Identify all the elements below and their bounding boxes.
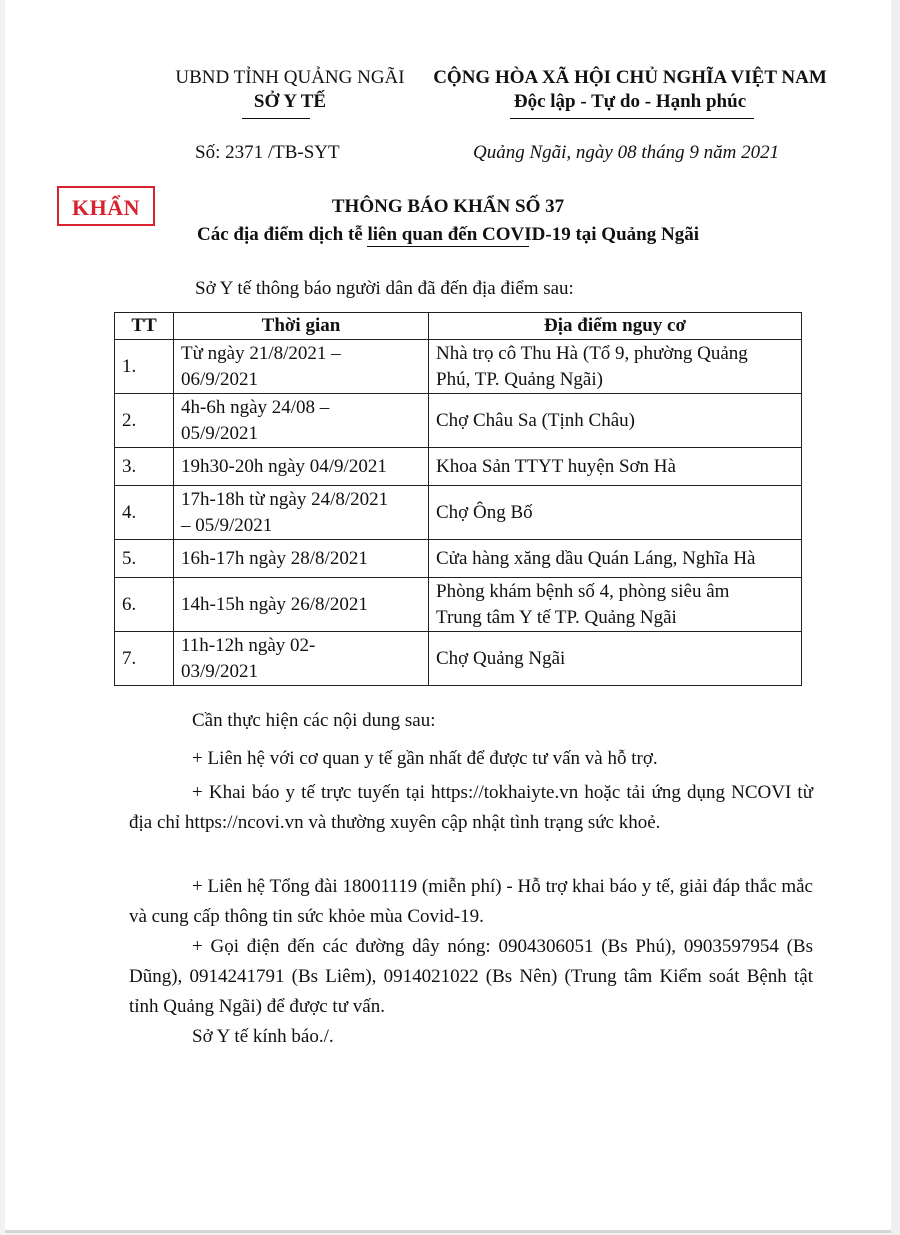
row-index: 1. <box>115 340 174 394</box>
row-place: Chợ Quảng Ngãi <box>429 632 802 686</box>
action-item <box>129 778 813 838</box>
nation-motto: Độc lập - Tự do - Hạnh phúc <box>513 91 747 112</box>
action-item-text: + Khai báo y tế trực tuyến tại https://tokhaiyte.vn hoặc tải ứng dụng NCOVI từ địa chỉ https://ncovi.vn và thường xuyên cập nhật tình trạng sức khoẻ. <box>129 782 813 833</box>
row-index: 5. <box>115 540 174 578</box>
action-item <box>129 744 813 774</box>
time-line: 17h-18h từ ngày 24/8/2021 <box>181 488 389 510</box>
closing-line <box>129 1022 813 1052</box>
action-item-text: + Liên hệ với cơ quan y tế gần nhất để được tư vấn và hỗ trợ. <box>192 748 658 769</box>
place-line: Nhà trọ cô Thu Hà (Tổ 9, phường Quảng <box>436 342 748 364</box>
row-index: 7. <box>115 632 174 686</box>
header-tt: TT <box>115 313 174 340</box>
action-item <box>129 932 813 1022</box>
row-place <box>429 340 802 394</box>
risk-locations-table <box>114 312 802 686</box>
agency-header <box>150 66 430 114</box>
row-time <box>174 394 429 448</box>
table-row <box>115 540 802 578</box>
row-place: Chợ Châu Sa (Tịnh Châu) <box>429 394 802 448</box>
actions-intro-text: Cần thực hiện các nội dung sau: <box>192 710 436 731</box>
row-place: Khoa Sản TTYT huyện Sơn Hà <box>429 448 802 486</box>
action-item-text: + Gọi điện đến các đường dây nóng: 0904306051 (Bs Phú), 0903597954 (Bs Dũng), 0914241791 (Bs Liêm), 0914021022 (Bs Nên) (Trung tâm Kiểm soát Bệnh tật tỉnh Quảng Ngãi) để được tư vấn. <box>129 936 813 1017</box>
table-header-row <box>115 313 802 340</box>
time-line: 03/9/2021 <box>181 660 259 682</box>
notice-subtitle: Các địa điểm dịch tễ liên quan đến COVID-19 tại Quảng Ngãi <box>197 224 699 245</box>
scrollbar-track[interactable] <box>891 0 900 1235</box>
time-line: 05/9/2021 <box>181 422 259 444</box>
row-index: 4. <box>115 486 174 540</box>
header-place: Địa điểm nguy cơ <box>429 313 802 340</box>
motto-underline <box>510 118 754 119</box>
row-index: 3. <box>115 448 174 486</box>
place-line: Trung tâm Y tế TP. Quảng Ngãi <box>436 606 677 628</box>
document-number: Số: 2371 /TB-SYT <box>195 142 340 163</box>
row-place: Cửa hàng xăng dầu Quán Láng, Nghĩa Hà <box>429 540 802 578</box>
table-row <box>115 486 802 540</box>
row-time: 14h-15h ngày 26/8/2021 <box>174 578 429 632</box>
intro-text: Sở Y tế thông báo người dân đã đến địa điểm sau: <box>195 278 574 299</box>
table-row <box>115 340 802 394</box>
nation-name: CỘNG HÒA XÃ HỘI CHỦ NGHĨA VIỆT NAM <box>433 67 827 88</box>
urgent-stamp: KHẨN <box>57 186 155 226</box>
time-line: – 05/9/2021 <box>181 514 273 536</box>
time-line: 06/9/2021 <box>181 368 259 390</box>
row-index: 6. <box>115 578 174 632</box>
document-page <box>5 0 891 1233</box>
agency-name: SỞ Y TẾ <box>253 91 327 112</box>
header-time: Thời gian <box>174 313 429 340</box>
subtitle-underline <box>367 246 529 247</box>
agency-parent: UBND TỈNH QUẢNG NGÃI <box>175 67 405 88</box>
actions-intro <box>129 706 813 736</box>
row-place <box>429 578 802 632</box>
time-line: 4h-6h ngày 24/08 – <box>181 396 330 418</box>
table-row <box>115 578 802 632</box>
place-line: Phú, TP. Quảng Ngãi) <box>436 368 603 390</box>
place-date: Quảng Ngãi, ngày 08 tháng 9 năm 2021 <box>473 142 780 163</box>
row-time: 16h-17h ngày 28/8/2021 <box>174 540 429 578</box>
table-row <box>115 448 802 486</box>
closing-text: Sở Y tế kính báo./. <box>192 1026 334 1047</box>
notice-title: THÔNG BÁO KHẨN SỐ 37 <box>331 196 565 217</box>
row-index: 2. <box>115 394 174 448</box>
table-row <box>115 632 802 686</box>
time-line: 11h-12h ngày 02- <box>181 634 316 656</box>
table-row <box>115 394 802 448</box>
agency-underline <box>242 118 310 119</box>
nation-header <box>420 66 840 114</box>
row-place: Chợ Ông Bố <box>429 486 802 540</box>
place-line: Phòng khám bệnh số 4, phòng siêu âm <box>436 580 730 602</box>
action-item-text: + Liên hệ Tổng đài 18001119 (miễn phí) - Hỗ trợ khai báo y tế, giải đáp thắc mắc và cung cấp thông tin sức khỏe mùa Covid-19. <box>129 876 813 927</box>
row-time <box>174 340 429 394</box>
row-time <box>174 486 429 540</box>
row-time <box>174 632 429 686</box>
row-time: 19h30-20h ngày 04/9/2021 <box>174 448 429 486</box>
time-line: Từ ngày 21/8/2021 – <box>181 342 341 364</box>
action-item <box>129 872 813 932</box>
